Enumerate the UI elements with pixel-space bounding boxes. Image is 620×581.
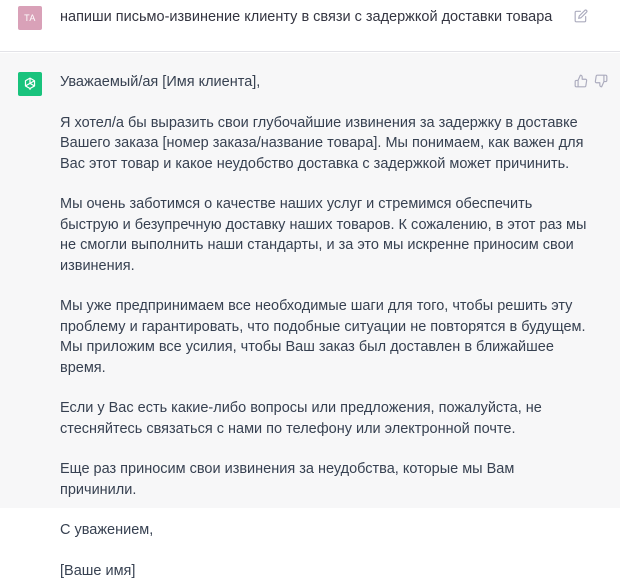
signature-paragraph: [Ваше имя] <box>60 561 590 581</box>
message-paragraph: Если у Вас есть какие-либо вопросы или предложения, пожалуйста, не стесняйтесь связаться с нами по телефону или электронной почте. <box>60 398 590 439</box>
openai-logo-icon <box>22 76 38 92</box>
thumbs-down-icon[interactable] <box>594 74 608 88</box>
message-paragraph: Еще раз приносим свои извинения за неудобства, которые мы Вам причинили. <box>60 459 590 500</box>
message-paragraph: Мы уже предпринимаем все необходимые шаги для того, чтобы решить эту проблему и гарантировать, что подобные ситуации не повторятся в будущем. Мы приложим все усилия, чтобы Ваш заказ был доставлен в ближайшее время. <box>60 296 590 378</box>
user-message-row <box>0 0 620 52</box>
greeting-paragraph: Уважаемый/ая [Имя клиента], <box>60 72 590 93</box>
edit-icon[interactable] <box>574 9 588 23</box>
user-message-text: напиши письмо-извинение клиенту в связи с задержкой доставки товара <box>60 8 552 26</box>
message-paragraph: Я хотел/а бы выразить свои глубочайшие извинения за задержку в доставке Вашего заказа [номер заказа/название товара]. Мы понимаем, как важен для Вас этот товар и какое неудобство доставка с задержкой может причинить. <box>60 113 590 175</box>
closing-paragraph: С уважением, <box>60 520 590 541</box>
assistant-message-row <box>0 53 620 508</box>
assistant-message <box>60 72 590 581</box>
assistant-avatar <box>18 72 42 96</box>
user-avatar: TA <box>18 6 42 30</box>
message-paragraph: Мы очень заботимся о качестве наших услуг и стремимся обеспечить быструю и безупречную доставку наших товаров. К сожалению, в этот раз мы не смогли выполнить наши стандарты, и за это мы искренне приносим свои извинения. <box>60 194 590 276</box>
